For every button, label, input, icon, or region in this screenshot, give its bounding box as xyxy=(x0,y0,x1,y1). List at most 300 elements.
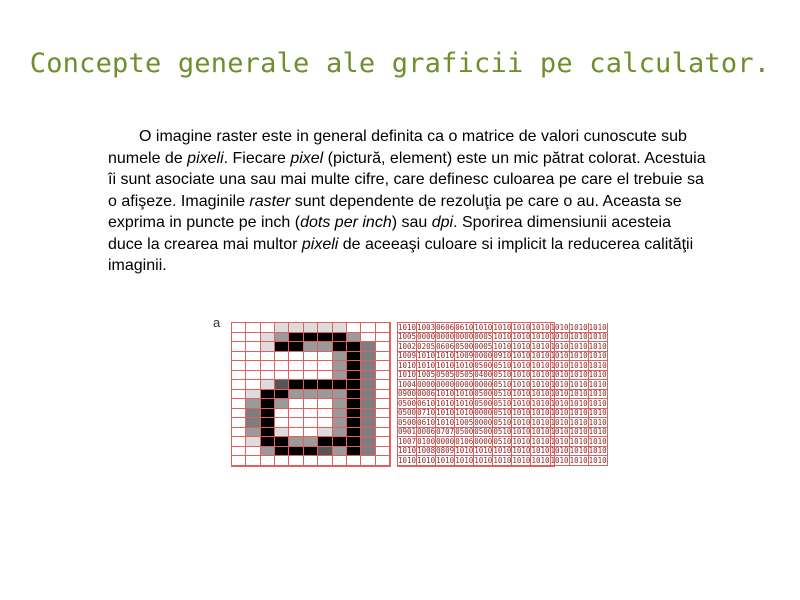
pixel-cell xyxy=(246,342,260,352)
pixel-cell xyxy=(275,371,289,381)
pixel-cell xyxy=(246,399,260,409)
value-cell: 0707 xyxy=(436,427,455,437)
pixel-cell xyxy=(261,342,275,352)
value-cell: 1010 xyxy=(493,332,512,342)
value-cell: 1010 xyxy=(531,379,550,389)
pixel-cell xyxy=(318,342,332,352)
body-paragraph xyxy=(108,126,708,277)
value-cell: 1010 xyxy=(531,351,550,361)
value-cell: 1010 xyxy=(569,351,588,361)
pixel-cell xyxy=(361,390,375,400)
pixel-cell xyxy=(289,342,303,352)
value-cell: 1010 xyxy=(512,417,531,427)
value-cell: 1010 xyxy=(455,389,474,399)
pixel-cell xyxy=(289,399,303,409)
pixel-cell xyxy=(376,333,390,343)
value-cell: 1010 xyxy=(550,446,569,456)
value-cell: 1010 xyxy=(588,446,607,456)
value-cell: 1010 xyxy=(531,322,550,332)
value-cell: 0901 xyxy=(398,427,417,437)
value-cell: 1008 xyxy=(417,446,436,456)
pixel-cell xyxy=(333,456,347,466)
value-cell: 1010 xyxy=(474,446,493,456)
paragraph-run: . Sporirea dimensiunii acesteia duce la crearea mai multor xyxy=(108,214,671,253)
value-cell: 0000 xyxy=(436,332,455,342)
value-cell: 1010 xyxy=(569,341,588,351)
value-cell: 1010 xyxy=(550,417,569,427)
value-cell: 1010 xyxy=(531,332,550,342)
pixel-cell xyxy=(232,399,246,409)
value-cell: 1010 xyxy=(550,332,569,342)
pixel-cell xyxy=(333,323,347,333)
value-cell: 1010 xyxy=(588,427,607,437)
pixel-cell xyxy=(275,399,289,409)
value-cell: 1010 xyxy=(531,455,550,465)
pixel-cell xyxy=(275,418,289,428)
pixel-cell xyxy=(318,428,332,438)
pixel-cell xyxy=(246,371,260,381)
value-cell: 1010 xyxy=(512,351,531,361)
value-cell: 1010 xyxy=(512,436,531,446)
value-cell: 1003 xyxy=(417,322,436,332)
value-cell: 0205 xyxy=(417,341,436,351)
value-cell: 0500 xyxy=(398,408,417,418)
value-cell: 0006 xyxy=(417,427,436,437)
value-cell: 1010 xyxy=(569,427,588,437)
value-cell: 1009 xyxy=(455,351,474,361)
pixel-cell xyxy=(376,352,390,362)
pixel-cell xyxy=(376,371,390,381)
value-cell: 1010 xyxy=(455,446,474,456)
value-cell: 0900 xyxy=(398,389,417,399)
value-cell: 1010 xyxy=(436,351,455,361)
pixel-cell xyxy=(347,352,361,362)
pixel-cell xyxy=(275,323,289,333)
pixel-cell xyxy=(333,399,347,409)
value-cell: 0510 xyxy=(493,436,512,446)
pixel-cell xyxy=(289,323,303,333)
value-cell: 0510 xyxy=(493,417,512,427)
value-cell: 1010 xyxy=(550,398,569,408)
pixel-cell xyxy=(232,323,246,333)
value-cell: 1010 xyxy=(531,370,550,380)
pixel-cell xyxy=(347,418,361,428)
pixel-cell xyxy=(304,390,318,400)
value-cell: 0510 xyxy=(493,427,512,437)
value-cell: 1010 xyxy=(550,379,569,389)
value-cell: 0505 xyxy=(436,370,455,380)
value-cell: 0000 xyxy=(474,417,493,427)
value-cell: 0910 xyxy=(493,351,512,361)
value-cell: 0500 xyxy=(455,427,474,437)
value-cell: 1010 xyxy=(436,455,455,465)
pixel-cell xyxy=(318,447,332,457)
value-cell: 0000 xyxy=(474,436,493,446)
value-cell: 1010 xyxy=(588,398,607,408)
pixel-cell xyxy=(333,418,347,428)
value-cell: 1010 xyxy=(569,398,588,408)
paragraph-run: raster xyxy=(216,128,258,145)
value-cell: 1010 xyxy=(455,455,474,465)
value-cell: 1010 xyxy=(493,446,512,456)
pixel-cell xyxy=(318,437,332,447)
value-cell: 1010 xyxy=(531,427,550,437)
paragraph-run: pixeli xyxy=(301,235,339,253)
pixel-cell xyxy=(376,342,390,352)
pixel-cell xyxy=(304,380,318,390)
value-cell: 1010 xyxy=(512,341,531,351)
pixel-cell xyxy=(275,333,289,343)
pixel-cell xyxy=(246,437,260,447)
pixel-cell xyxy=(275,390,289,400)
value-cell: 0500 xyxy=(474,427,493,437)
pixel-cell xyxy=(347,380,361,390)
pixel-cell xyxy=(289,380,303,390)
paragraph-run: raster xyxy=(249,192,291,210)
value-cell: 1010 xyxy=(550,360,569,370)
value-cell: 1010 xyxy=(550,322,569,332)
value-cell: 0100 xyxy=(417,436,436,446)
value-cell: 1010 xyxy=(398,455,417,465)
pixel-cell xyxy=(275,437,289,447)
value-cell: 1010 xyxy=(588,322,607,332)
pixel-cell xyxy=(232,409,246,419)
paragraph-run: dots per inch xyxy=(300,214,392,231)
pixel-cell xyxy=(261,399,275,409)
value-cell: 1010 xyxy=(474,455,493,465)
value-cell: 1010 xyxy=(512,398,531,408)
pixel-cell xyxy=(318,352,332,362)
pixel-cell xyxy=(304,399,318,409)
value-cell: 1010 xyxy=(550,427,569,437)
pixel-cell xyxy=(361,380,375,390)
value-cell: 1010 xyxy=(531,417,550,427)
pixel-cell xyxy=(289,361,303,371)
value-cell: 1010 xyxy=(493,455,512,465)
paragraph-run: de aceeaşi culoare si implicit la reducerea calităţii imaginii. xyxy=(108,235,694,274)
value-cell: 1010 xyxy=(588,332,607,342)
pixel-cell xyxy=(376,361,390,371)
value-cell: 1010 xyxy=(531,341,550,351)
pixel-cell xyxy=(304,418,318,428)
pixel-cell xyxy=(246,333,260,343)
pixel-cell xyxy=(261,333,275,343)
pixel-cell xyxy=(376,399,390,409)
pixel-cell xyxy=(318,323,332,333)
pixel-cell xyxy=(232,371,246,381)
paragraph-run: sunt dependente de rezoluţia pe care o au. Aceasta se exprima in puncte pe inch ( xyxy=(108,192,682,231)
pixel-cell xyxy=(275,456,289,466)
value-cell: 1010 xyxy=(588,370,607,380)
value-cell: 1010 xyxy=(550,436,569,446)
pixel-cell xyxy=(232,380,246,390)
pixel-cell xyxy=(304,437,318,447)
value-cell: 0505 xyxy=(455,370,474,380)
paragraph-run: . Fiecare xyxy=(223,149,291,167)
value-cell: 0000 xyxy=(417,332,436,342)
pixel-cell xyxy=(318,361,332,371)
pixel-cell xyxy=(261,409,275,419)
pixel-cell xyxy=(333,380,347,390)
pixel-cell xyxy=(361,333,375,343)
pixel-cell xyxy=(304,447,318,457)
raster-pixel-grid xyxy=(231,322,391,467)
value-cell: 1010 xyxy=(588,455,607,465)
pixel-cell xyxy=(261,418,275,428)
pixel-cell xyxy=(246,418,260,428)
value-cell: 0005 xyxy=(474,341,493,351)
pixel-cell xyxy=(304,371,318,381)
value-cell: 1010 xyxy=(455,360,474,370)
pixel-cell xyxy=(289,333,303,343)
value-cell: 0400 xyxy=(474,370,493,380)
pixel-cell xyxy=(347,437,361,447)
pixel-cell xyxy=(376,323,390,333)
pixel-cell xyxy=(347,361,361,371)
value-cell: 1010 xyxy=(493,322,512,332)
value-cell: 1010 xyxy=(398,322,417,332)
paragraph-run: este in general definita ca o matrice de valori cunoscute sub numele de xyxy=(108,128,687,167)
pixel-cell xyxy=(304,361,318,371)
value-cell: 0500 xyxy=(474,360,493,370)
value-cell: 1010 xyxy=(455,398,474,408)
pixel-cell xyxy=(347,428,361,438)
pixel-cell xyxy=(289,456,303,466)
pixel-cell xyxy=(275,361,289,371)
value-cell: 1010 xyxy=(569,455,588,465)
pixel-cell xyxy=(246,390,260,400)
paragraph-run: (pictură, element) este un mic pătrat colorat. Acestuia îi sunt asociate una sau mai multe cifre, care definesc culoarea pe care el trebuie sa o afişeze. Imaginile xyxy=(108,149,706,210)
value-cell: 0006 xyxy=(417,389,436,399)
value-cell: 1010 xyxy=(512,370,531,380)
value-cell: 0000 xyxy=(474,351,493,361)
pixel-cell xyxy=(333,428,347,438)
pixel-cell xyxy=(232,352,246,362)
value-cell: 1010 xyxy=(436,408,455,418)
pixel-cell xyxy=(333,352,347,362)
value-cell: 1010 xyxy=(512,408,531,418)
pixel-cell xyxy=(261,428,275,438)
value-cell: 0005 xyxy=(474,332,493,342)
pixel-cell xyxy=(318,418,332,428)
pixel-cell xyxy=(261,390,275,400)
value-cell: 0510 xyxy=(493,389,512,399)
pixel-cell xyxy=(333,333,347,343)
pixel-cell xyxy=(318,399,332,409)
pixel-cell xyxy=(376,409,390,419)
pixel-cell xyxy=(361,456,375,466)
pixel-cell xyxy=(289,447,303,457)
pixel-cell xyxy=(347,342,361,352)
value-cell: 1010 xyxy=(569,322,588,332)
pixel-cell xyxy=(347,409,361,419)
pixel-cell xyxy=(289,409,303,419)
pixel-cell xyxy=(261,323,275,333)
pixel-cell xyxy=(246,428,260,438)
value-cell: 1010 xyxy=(398,360,417,370)
pixel-cell xyxy=(376,380,390,390)
pixel-cell xyxy=(347,447,361,457)
value-cell: 1010 xyxy=(436,417,455,427)
value-cell: 1010 xyxy=(569,379,588,389)
value-cell: 1010 xyxy=(588,417,607,427)
pixel-cell xyxy=(232,361,246,371)
pixel-cell xyxy=(347,390,361,400)
pixel-cell xyxy=(361,371,375,381)
pixel-cell xyxy=(361,437,375,447)
pixel-cell xyxy=(361,323,375,333)
pixel-cell xyxy=(347,371,361,381)
value-cell: 1010 xyxy=(417,455,436,465)
value-cell: 1010 xyxy=(417,351,436,361)
value-cell: 1010 xyxy=(512,379,531,389)
pixel-cell xyxy=(232,342,246,352)
pixel-cell xyxy=(361,409,375,419)
pixel-cell xyxy=(246,447,260,457)
value-cell: 1010 xyxy=(550,389,569,399)
value-cell: 0510 xyxy=(493,360,512,370)
pixel-cell xyxy=(232,447,246,457)
value-cell: 1010 xyxy=(531,436,550,446)
pixel-cell xyxy=(246,361,260,371)
value-cell: 0606 xyxy=(436,341,455,351)
pixel-cell xyxy=(289,428,303,438)
pixel-cell xyxy=(333,409,347,419)
value-cell: 0500 xyxy=(474,389,493,399)
pixel-cell xyxy=(246,456,260,466)
value-cell: 1010 xyxy=(398,446,417,456)
value-cell: 1005 xyxy=(455,417,474,427)
value-cell: 0000 xyxy=(417,379,436,389)
pixel-cell xyxy=(246,352,260,362)
pixel-cell xyxy=(304,352,318,362)
value-cell: 1010 xyxy=(569,417,588,427)
value-cell: 1010 xyxy=(436,389,455,399)
value-cell: 1010 xyxy=(417,360,436,370)
value-cell: 0000 xyxy=(436,436,455,446)
value-cell: 1010 xyxy=(569,408,588,418)
value-cell: 1010 xyxy=(512,389,531,399)
pixel-cell xyxy=(333,342,347,352)
pixel-cell xyxy=(304,323,318,333)
value-cell: 1010 xyxy=(512,446,531,456)
paragraph-run: ) sau xyxy=(391,214,432,231)
value-cell: 1005 xyxy=(398,332,417,342)
pixel-cell xyxy=(318,380,332,390)
pixel-cell xyxy=(261,371,275,381)
value-cell: 1010 xyxy=(531,446,550,456)
pixel-cell xyxy=(361,361,375,371)
pixel-cell xyxy=(347,333,361,343)
pixel-cell xyxy=(261,380,275,390)
pixel-cell xyxy=(347,323,361,333)
pixel-cell xyxy=(275,342,289,352)
value-cell: 0510 xyxy=(493,408,512,418)
value-cell: 1010 xyxy=(569,360,588,370)
value-cell: 1010 xyxy=(512,332,531,342)
value-cell: 1010 xyxy=(588,360,607,370)
value-cell: 1010 xyxy=(531,408,550,418)
value-cell: 0610 xyxy=(417,398,436,408)
pixel-cell xyxy=(232,456,246,466)
pixel-cell xyxy=(304,428,318,438)
paragraph-run: O imagine xyxy=(139,128,217,145)
value-cell: 1010 xyxy=(588,436,607,446)
value-cell: 1010 xyxy=(569,436,588,446)
pixel-cell xyxy=(333,390,347,400)
body-paragraph-text xyxy=(108,126,708,277)
pixel-cell xyxy=(333,361,347,371)
value-cell: 1010 xyxy=(531,398,550,408)
paragraph-run: dpi xyxy=(431,214,454,231)
pixel-cell xyxy=(376,447,390,457)
pixel-cell xyxy=(289,437,303,447)
value-cell: 1010 xyxy=(588,389,607,399)
value-cell: 1010 xyxy=(436,360,455,370)
value-cell: 0106 xyxy=(455,436,474,446)
value-cell: 1010 xyxy=(569,446,588,456)
pixel-cell xyxy=(333,437,347,447)
pixel-cell xyxy=(232,437,246,447)
pixel-cell xyxy=(318,333,332,343)
value-cell: 1010 xyxy=(550,408,569,418)
pixel-cell xyxy=(275,352,289,362)
pixel-cell xyxy=(376,428,390,438)
pixel-cell xyxy=(347,399,361,409)
pixel-cell xyxy=(275,447,289,457)
pixel-cell xyxy=(361,342,375,352)
pixel-cell xyxy=(304,342,318,352)
pixel-cell xyxy=(376,418,390,428)
pixel-cell xyxy=(246,409,260,419)
value-cell: 1010 xyxy=(569,389,588,399)
value-cell: 1010 xyxy=(550,351,569,361)
pixel-cell xyxy=(261,361,275,371)
pixel-cell xyxy=(261,352,275,362)
value-cell: 1010 xyxy=(588,408,607,418)
value-cell: 1010 xyxy=(531,389,550,399)
value-cell: 0500 xyxy=(455,341,474,351)
value-cell: 0606 xyxy=(436,322,455,332)
value-cell: 1010 xyxy=(569,332,588,342)
pixel-cell xyxy=(246,323,260,333)
value-cell: 0510 xyxy=(493,370,512,380)
pixel-cell xyxy=(318,456,332,466)
pixel-cell xyxy=(289,371,303,381)
pixel-cell xyxy=(289,390,303,400)
value-cell: 0710 xyxy=(417,408,436,418)
pixel-cell xyxy=(318,409,332,419)
value-cell: 0610 xyxy=(455,322,474,332)
value-cell: 0000 xyxy=(455,332,474,342)
value-cell: 1010 xyxy=(512,427,531,437)
value-cell: 0500 xyxy=(398,417,417,427)
pixel-cell xyxy=(275,409,289,419)
raster-value-matrix xyxy=(397,322,607,467)
pixel-cell xyxy=(289,418,303,428)
pixel-cell xyxy=(304,333,318,343)
pixel-cell xyxy=(318,390,332,400)
pixel-cell xyxy=(246,380,260,390)
value-cell: 1010 xyxy=(455,408,474,418)
pixel-cell xyxy=(376,390,390,400)
value-cell: 1010 xyxy=(588,341,607,351)
value-cell: 0000 xyxy=(474,379,493,389)
value-cell: 0510 xyxy=(493,398,512,408)
pixel-cell xyxy=(232,333,246,343)
pixel-cell xyxy=(232,390,246,400)
value-cell: 0000 xyxy=(455,379,474,389)
